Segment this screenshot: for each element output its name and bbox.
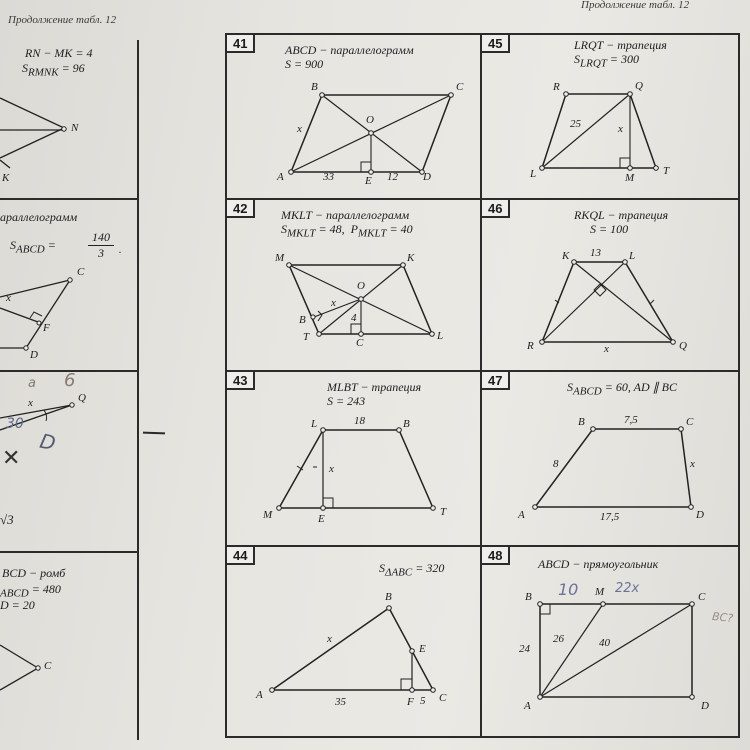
margin-handwriting: BC? [711, 609, 734, 626]
handwritten-22x: 22x [615, 581, 640, 596]
problem-condition-area: S = 100 [590, 222, 629, 236]
vertex-c: C [686, 416, 694, 428]
figure-triangle-44 [227, 547, 482, 736]
problem-number: 45 [482, 35, 510, 53]
vertex-r: R [553, 81, 560, 93]
vertex-t: T [303, 331, 310, 343]
length-24: 24 [519, 643, 530, 655]
point-m: M [595, 586, 605, 598]
label-x: x [604, 343, 609, 355]
point-o: O [357, 280, 365, 292]
vertex-b: B [311, 81, 318, 93]
point-m: M [625, 172, 635, 184]
problem-number: 41 [227, 35, 255, 53]
length-26: 26 [553, 633, 564, 645]
label-x: x [690, 458, 695, 470]
length-12: 12 [387, 171, 398, 183]
vertex-q: Q [679, 340, 687, 352]
problem-condition: LRQT − трапеция [574, 38, 667, 52]
header-right: Продолжение табл. 12 [581, 0, 690, 11]
vertex-q: Q [635, 80, 643, 92]
length-8: 8 [553, 458, 559, 470]
problem-number: 46 [482, 200, 510, 218]
problem-condition: $S_{\Delta ABC} = 320$ [379, 561, 445, 579]
length-18: 18 [354, 415, 365, 427]
strip-label-k: K [2, 172, 10, 184]
strip-handwritten-angle: 30 [6, 416, 24, 432]
strip-rhombus-d: D = 20 [0, 598, 35, 612]
vertex-t: T [440, 506, 447, 518]
problem-number: 48 [482, 547, 510, 565]
vertex-l: L [437, 330, 444, 342]
strip-label-q: Q [78, 392, 86, 404]
figure-parallelogram-41 [227, 35, 482, 200]
vertex-c: C [456, 81, 464, 93]
length-4: 4 [351, 312, 357, 324]
vertex-a: A [518, 509, 525, 521]
strip-title-2: араллелограмм [0, 210, 78, 224]
point-e: E [365, 175, 372, 187]
length-13: 13 [590, 247, 601, 259]
problem-condition-area: $S_{MKLT} = 48$, $P_{MKLT} = 40$ [281, 222, 413, 240]
problem-condition: MKLT − параллелограмм [281, 208, 410, 222]
strip-label-c5: C [44, 660, 52, 672]
point-f: F [407, 696, 414, 708]
vertex-b: B [525, 591, 532, 603]
strip-area-2: $S_{ABCD}$ = [10, 238, 56, 256]
point-c: C [356, 337, 364, 349]
vertex-c: C [439, 692, 447, 704]
point-o: O [366, 114, 374, 126]
vertex-m: M [275, 252, 285, 264]
vertex-k: K [407, 252, 415, 264]
strip-handwritten-d: D [37, 428, 58, 456]
problem-number: 44 [227, 547, 255, 565]
pen-mark [143, 432, 165, 435]
point-e: E [318, 513, 325, 525]
problem-46 [482, 200, 738, 372]
length-33: 33 [323, 171, 334, 183]
vertex-a: A [277, 171, 284, 183]
length-25: 25 [570, 118, 581, 130]
vertex-l: L [311, 418, 318, 430]
problem-44 [227, 547, 482, 736]
strip-area-numerator: 140 [88, 230, 114, 246]
header-left: Продолжение табл. 12 [8, 14, 117, 26]
strip-scribble-x: ✕ [2, 446, 21, 471]
strip-cond-2: $S_{RMNK} = 96$ [22, 61, 85, 79]
problem-condition: $S_{ABCD} = 60$, AD ∥ BC [567, 380, 677, 398]
problem-condition-area: S = 243 [327, 394, 366, 408]
problem-condition-area: $S_{LRQT} = 300$ [574, 52, 640, 70]
strip-label-f: F [43, 322, 50, 334]
problem-47 [482, 372, 738, 547]
problem-43 [227, 372, 482, 547]
length-35: 35 [335, 696, 346, 708]
vertex-l: L [629, 250, 636, 262]
vertex-l: L [530, 168, 537, 180]
strip-figure-5 [0, 0, 140, 720]
problem-41 [227, 35, 482, 200]
problem-condition: ABCD − параллелограмм [285, 43, 414, 57]
strip-handwritten-6: 6 [64, 370, 76, 391]
vertex-t: T [663, 165, 670, 177]
problem-number: 42 [227, 200, 255, 218]
label-x: x [327, 633, 332, 645]
problem-condition-area: S = 900 [285, 57, 324, 71]
problem-42 [227, 200, 482, 372]
vertex-k: K [562, 250, 570, 262]
vertex-b: B [385, 591, 392, 603]
label-x: x [329, 463, 334, 475]
vertex-c: C [698, 591, 706, 603]
length-5: 5 [420, 695, 426, 707]
problem-45 [482, 35, 738, 200]
figure-trapezoid-45 [482, 35, 738, 200]
strip-rhombus-title: BCD − ромб [2, 566, 66, 580]
vertex-r: R [527, 340, 534, 352]
problem-condition: RKQL − трапеция [574, 208, 669, 222]
figure-trapezoid-46 [482, 200, 738, 372]
length-7-5: 7,5 [624, 414, 638, 426]
problem-48 [482, 547, 738, 736]
vertex-d: D [701, 700, 709, 712]
vertex-b: B [403, 418, 410, 430]
strip-label-n: N [71, 122, 79, 134]
vertex-m: M [263, 509, 273, 521]
problem-number: 47 [482, 372, 510, 390]
strip-fragment-3: √3 [0, 512, 14, 527]
strip-handwritten-a: a [28, 376, 36, 391]
vertex-d: D [423, 171, 431, 183]
strip-label-x3: x [28, 397, 33, 409]
pen-dot: · [118, 245, 122, 259]
length-17-5: 17,5 [600, 511, 620, 523]
label-x: x [331, 297, 336, 309]
strip-label-x: x [6, 292, 11, 304]
figure-parallelogram-42 [227, 200, 482, 372]
problem-number: 43 [227, 372, 255, 390]
label-x: x [297, 123, 302, 135]
problem-condition: MLBT − трапеция [327, 380, 422, 394]
vertex-a: A [524, 700, 531, 712]
strip-label-d: D [30, 349, 38, 361]
strip-area-denominator: 3 [98, 246, 104, 260]
problem-table [225, 33, 740, 738]
length-40: 40 [599, 637, 610, 649]
vertex-d: D [696, 509, 704, 521]
strip-label-c: C [77, 266, 85, 278]
figure-rectangle-48 [482, 547, 738, 736]
problem-condition: ABCD − прямоугольник [538, 557, 659, 571]
point-b: B [299, 314, 306, 326]
point-e: E [419, 643, 426, 655]
vertex-a: A [256, 689, 263, 701]
strip-cond-1: RN − MK = 4 [25, 46, 93, 60]
label-x: x [618, 123, 623, 135]
vertex-b: B [578, 416, 585, 428]
strip-rhombus-area: $_{ABCD}$ = 480 [0, 582, 61, 600]
handwritten-10: 10 [558, 580, 579, 599]
